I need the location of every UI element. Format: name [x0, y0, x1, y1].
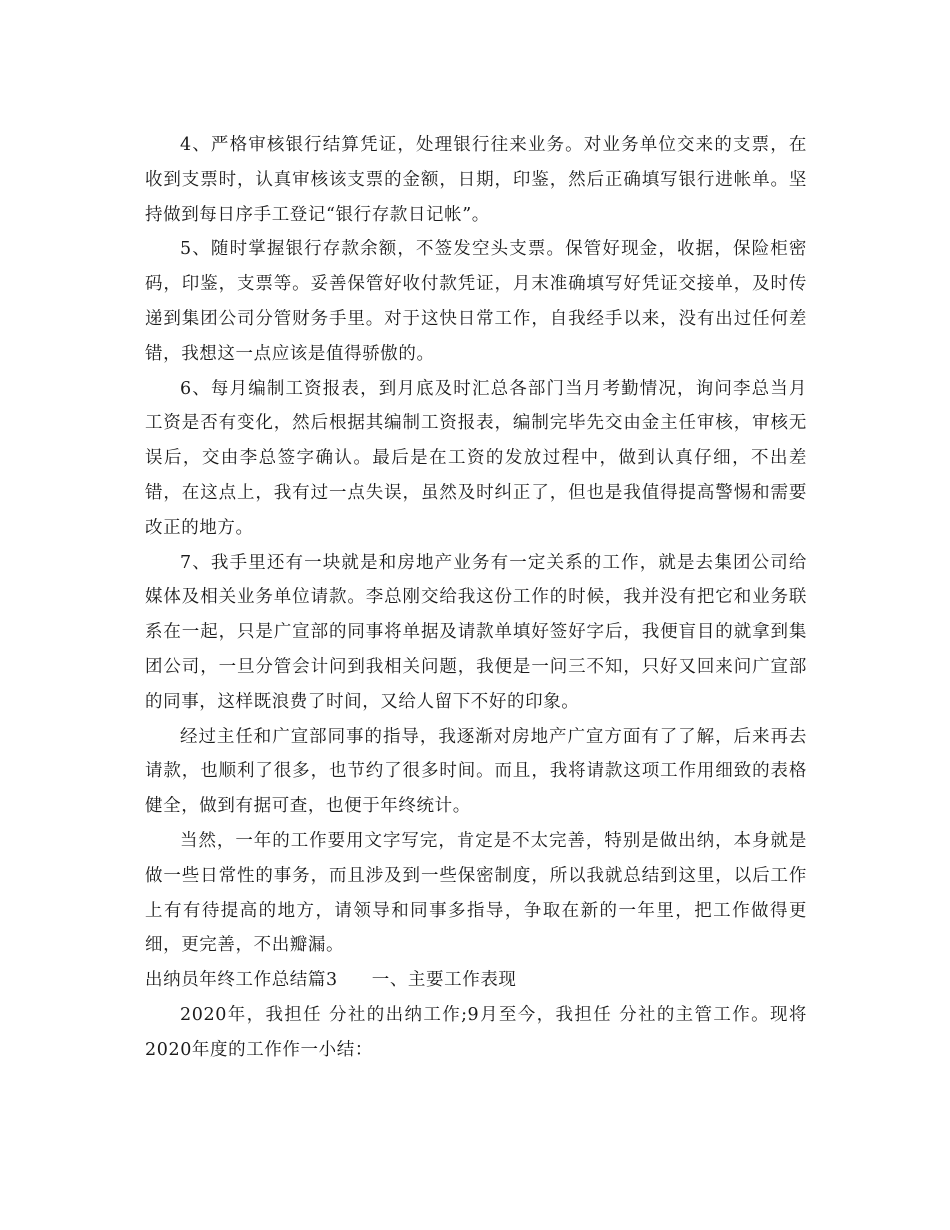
paragraph-item-7: 7、我手里还有一块就是和房地产业务有一定关系的工作，就是去集团公司给媒体及相关业务单位请款。李总刚交给我这份工作的时候，我并没有把它和业务联系在一起，只是广宣部的同事将单据及请款单填好签好字后，我便盲目的就拿到集团公司，一旦分管会计问到我相关问题，我便是一问三不知，只好又回来问广宣部的同事，这样既浪费了时间，又给人留下不好的印象。	[145, 552, 807, 712]
paragraph-item-4: 4、严格审核银行结算凭证，处理银行往来业务。对业务单位交来的支票，在收到支票时，认真审核该支票的金额，日期，印鉴，然后正确填写银行进帐单。坚持做到每日序手工登记“银行存款日记帐”。	[145, 135, 807, 225]
paragraph-2020-summary: 2020年，我担任 分社的出纳工作;9月至今，我担任 分社的主管工作。现将2020年度的工作作一小结：	[145, 1004, 807, 1060]
document-page	[145, 128, 807, 1068]
paragraph-item-5: 5、随时掌握银行存款余额，不签发空头支票。保管好现金，收据，保险柜密码，印鉴，支票等。妥善保管好收付款凭证，月末准确填写好凭证交接单，及时传递到集团公司分管财务手里。对于这快日常工作，自我经手以来，没有出过任何差错，我想这一点应该是值得骄傲的。	[145, 239, 807, 364]
section-subtitle: 一、主要工作表现	[371, 970, 517, 991]
section-title: 出纳员年终工作总结篇3	[145, 970, 338, 991]
section-heading	[145, 963, 807, 998]
paragraph-conclusion: 当然，一年的工作要用文字写完，肯定是不太完善，特别是做出纳，本身就是做一些日常性的事务，而且涉及到一些保密制度，所以我就总结到这里，以后工作上有有待提高的地方，请领导和同事多指导，争取在新的一年里，把工作做得更细，更完善，不出瓣漏。	[145, 830, 807, 956]
paragraph-item-6: 6、每月编制工资报表，到月底及时汇总各部门当月考勤情况，询问李总当月工资是否有变化，然后根据其编制工资报表，编制完毕先交由金主任审核，审核无误后，交由李总签字确认。最后是在工资的发放过程中，做到认真仔细，不出差错，在这点上，我有过一点失误，虽然及时纠正了，但也是我值得提高警惕和需要改正的地方。	[145, 378, 807, 538]
paragraph-guidance: 经过主任和广宣部同事的指导，我逐渐对房地产广宣方面有了了解，后来再去请款，也顺利了很多，也节约了很多时间。而且，我将请款这项工作用细致的表格健全，做到有据可查，也便于年终统计。	[145, 726, 807, 817]
